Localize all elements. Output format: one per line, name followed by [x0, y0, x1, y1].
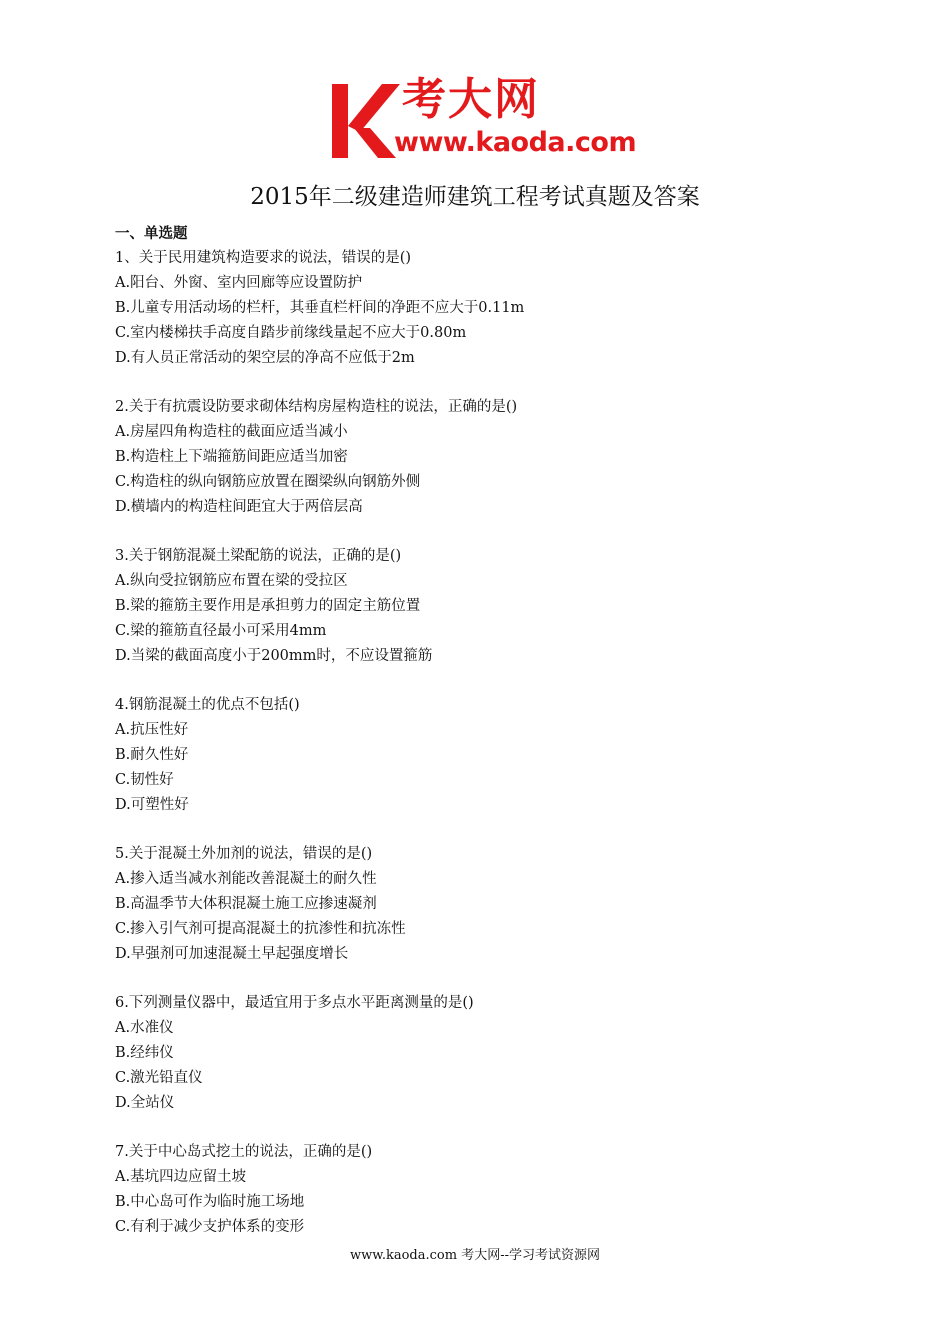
- k-logo-icon: [330, 78, 400, 160]
- logo-chinese-text: 考大网: [402, 74, 540, 125]
- question-stem: 4.钢筋混凝土的优点不包括(): [115, 697, 300, 713]
- question-7: [115, 1140, 855, 1240]
- option-b: B.梁的箍筋主要作用是承担剪力的固定主筋位置: [115, 598, 421, 614]
- option-d: D.横墙内的构造柱间距宜大于两倍层高: [115, 499, 363, 515]
- option-c: C.掺入引气剂可提高混凝土的抗渗性和抗冻性: [115, 921, 406, 937]
- option-a: A.房屋四角构造柱的截面应适当减小: [115, 424, 348, 440]
- question-4: [115, 693, 855, 818]
- document-title: 2015年二级建造师建筑工程考试真题及答案: [250, 184, 700, 210]
- option-a: A.水准仪: [115, 1020, 174, 1036]
- question-stem: 7.关于中心岛式挖土的说法，正确的是(): [115, 1144, 373, 1160]
- option-d: D.当梁的截面高度小于200mm时，不应设置箍筋: [115, 648, 433, 664]
- question-6: [115, 991, 855, 1116]
- option-d: D.全站仪: [115, 1095, 175, 1111]
- option-d: D.可塑性好: [115, 797, 189, 813]
- question-stem: 3.关于钢筋混凝土梁配筋的说法，正确的是(): [115, 548, 402, 564]
- option-b: B.高温季节大体积混凝土施工应掺速凝剂: [115, 896, 377, 912]
- option-b: B.中心岛可作为临时施工场地: [115, 1194, 305, 1210]
- option-a: A.纵向受拉钢筋应布置在梁的受拉区: [115, 573, 348, 589]
- option-d: D.早强剂可加速混凝土早起强度增长: [115, 946, 349, 962]
- option-b: B.构造柱上下端箍筋间距应适当加密: [115, 449, 348, 465]
- question-stem: 6.下列测量仪器中，最适宜用于多点水平距离测量的是(): [115, 995, 474, 1011]
- option-c: C.构造柱的纵向钢筋应放置在圈梁纵向钢筋外侧: [115, 474, 421, 490]
- option-b: B.耐久性好: [115, 747, 189, 763]
- question-stem: 1、关于民用建筑构造要求的说法，错误的是(): [115, 250, 412, 266]
- kaoda-logo: [330, 72, 652, 164]
- option-a: A.基坑四边应留土坡: [115, 1169, 247, 1185]
- logo-url-text: www.kaoda.com: [394, 127, 637, 158]
- page-footer: www.kaoda.com 考大网--学习考试资源网: [350, 1248, 600, 1263]
- question-stem: 5.关于混凝土外加剂的说法，错误的是(): [115, 846, 373, 862]
- document-body: [115, 222, 855, 1264]
- option-c: C.有利于减少支护体系的变形: [115, 1219, 305, 1235]
- option-a: A.阳台、外窗、室内回廊等应设置防护: [115, 275, 363, 291]
- option-d: D.有人员正常活动的架空层的净高不应低于2m: [115, 350, 415, 366]
- question-3: [115, 544, 855, 669]
- option-c: C.韧性好: [115, 772, 174, 788]
- option-c: C.梁的箍筋直径最小可采用4mm: [115, 623, 327, 639]
- question-2: [115, 395, 855, 520]
- question-stem: 2.关于有抗震设防要求砌体结构房屋构造柱的说法，正确的是(): [115, 399, 518, 415]
- option-a: A.抗压性好: [115, 722, 189, 738]
- question-1: [115, 246, 855, 371]
- section-heading: 一、单选题: [115, 226, 188, 242]
- option-b: B.经纬仪: [115, 1045, 174, 1061]
- option-c: C.激光铅直仪: [115, 1070, 203, 1086]
- option-c: C.室内楼梯扶手高度自踏步前缘线量起不应大于0.80m: [115, 325, 467, 341]
- option-b: B.儿童专用活动场的栏杆，其垂直栏杆间的净距不应大于0.11m: [115, 300, 525, 316]
- option-a: A.掺入适当减水剂能改善混凝土的耐久性: [115, 871, 377, 887]
- question-5: [115, 842, 855, 967]
